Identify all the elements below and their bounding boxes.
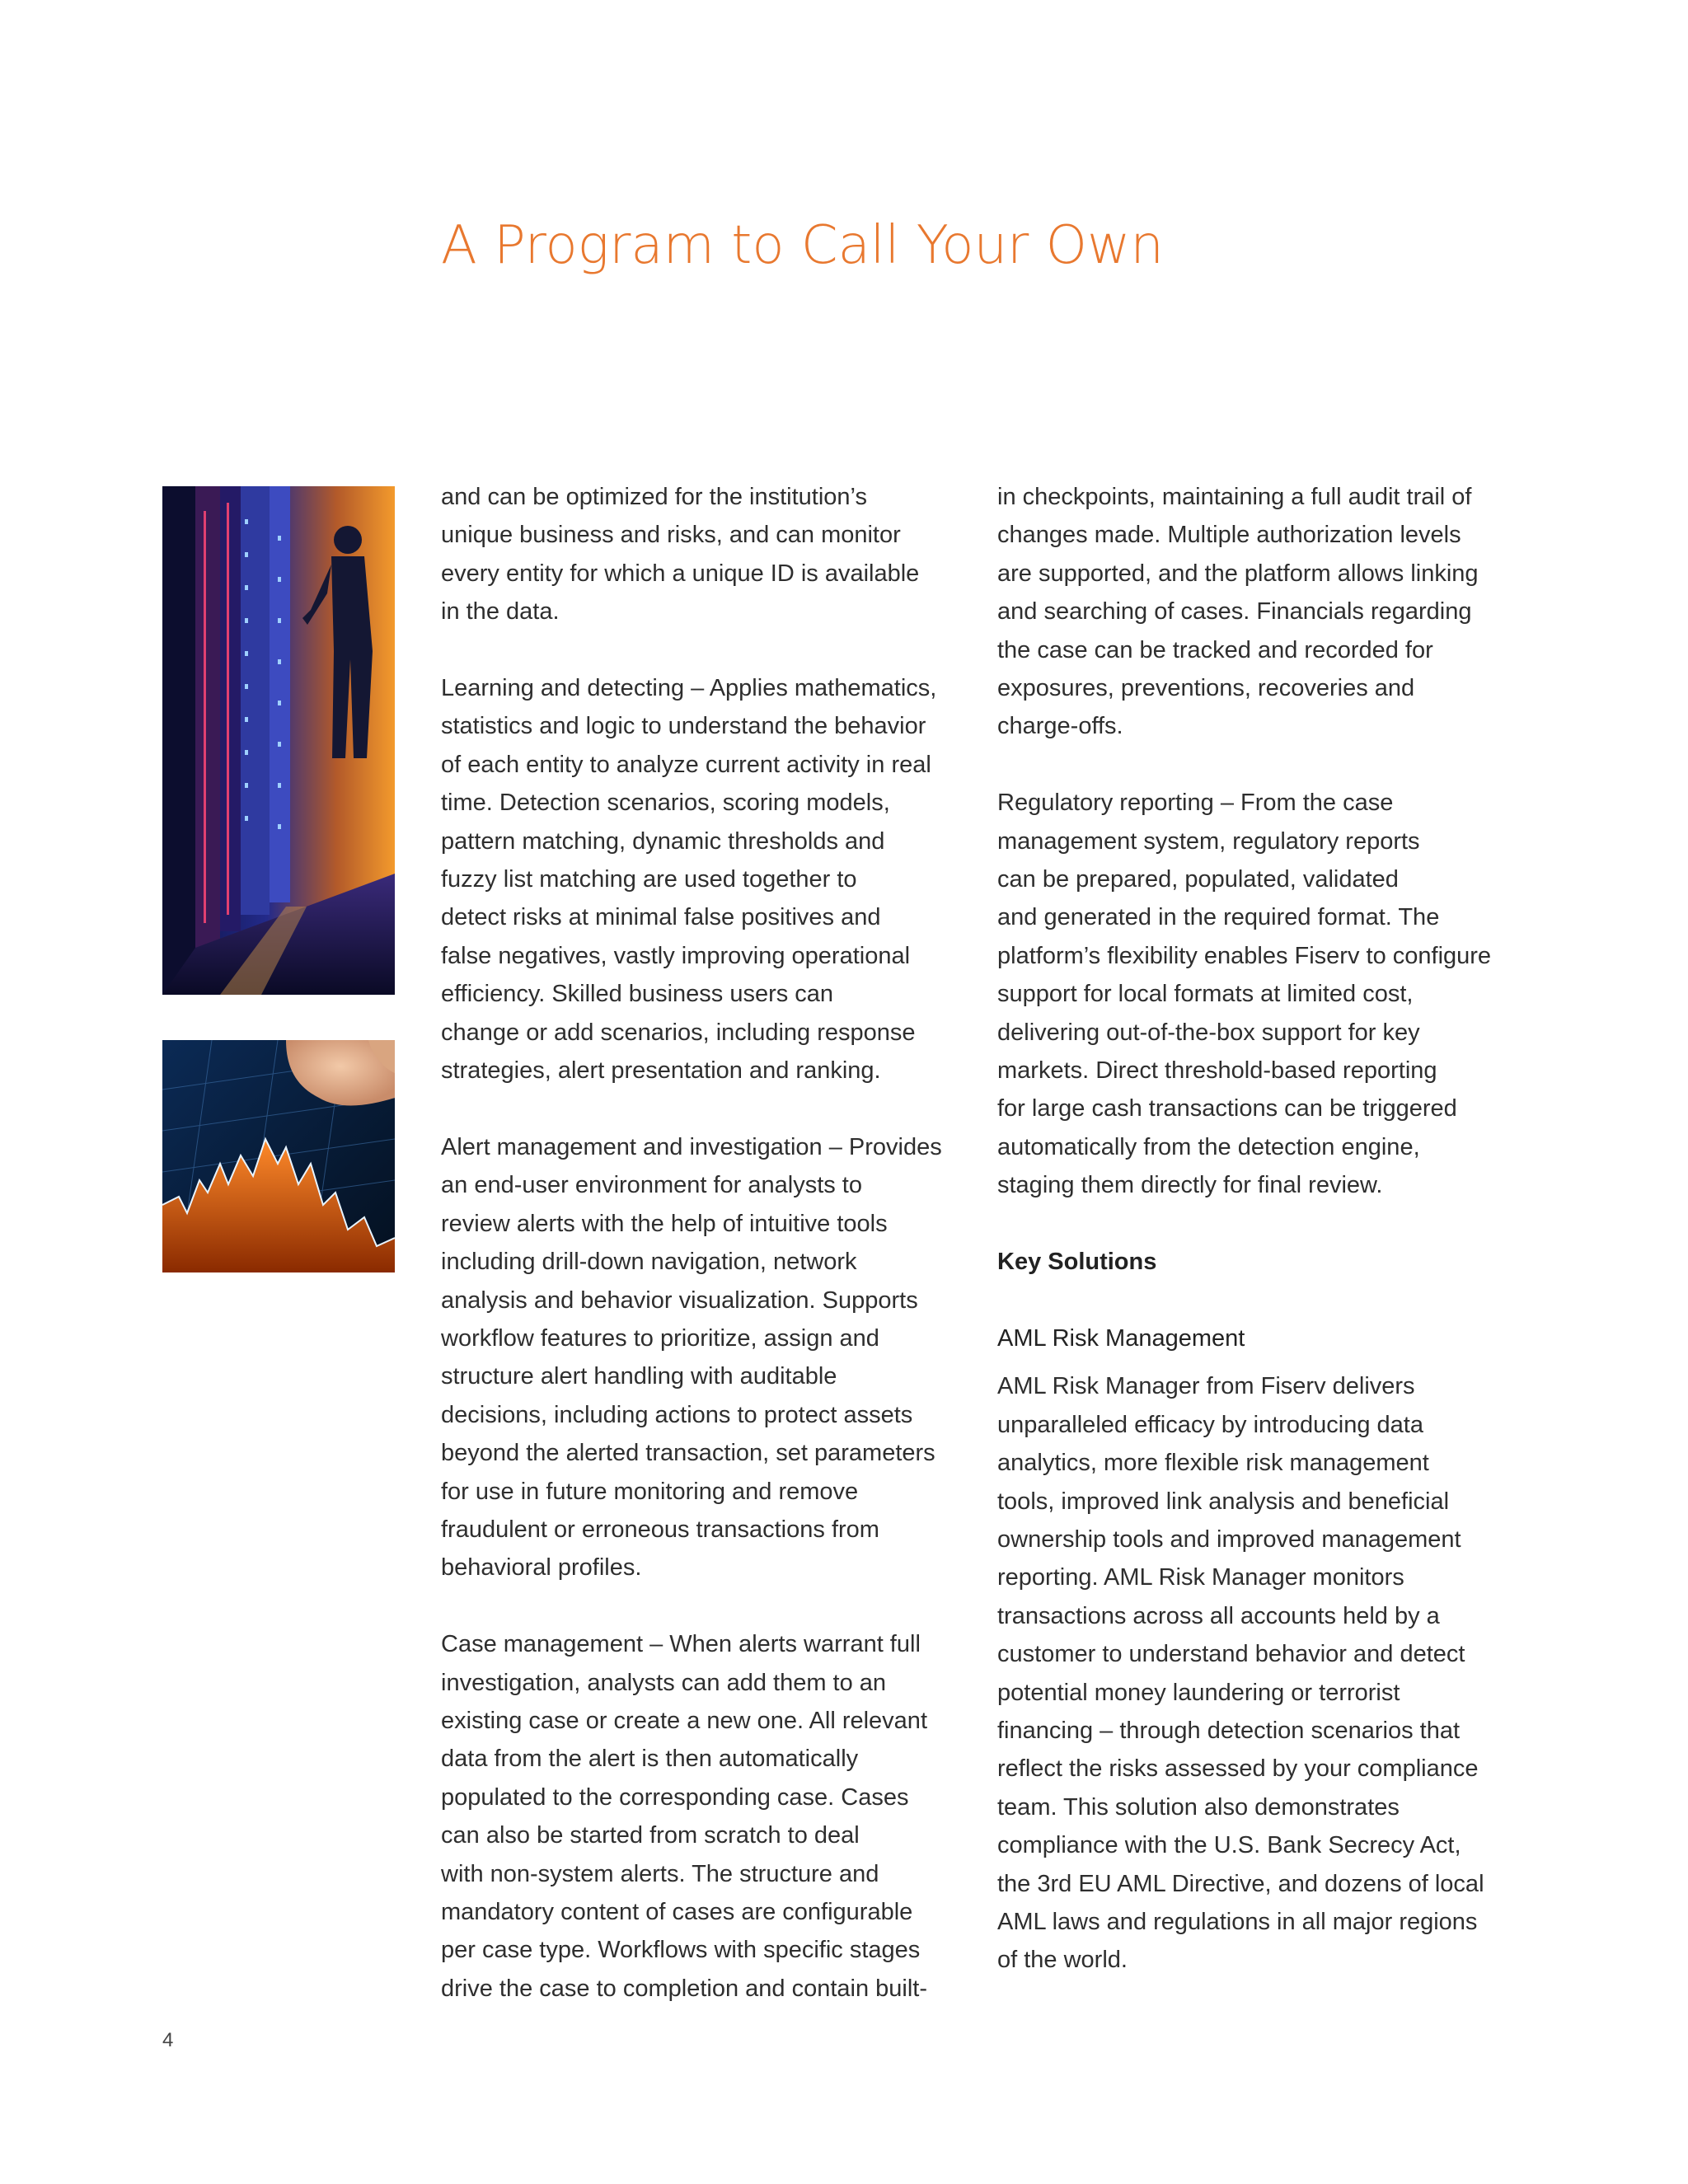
paragraph-learning-detecting: Learning and detecting – Applies mathematics, statistics and logic to understand the behavior of each entity to analyze current activity in real time. Detection scenarios, scoring models, pattern matching, dynamic thresholds and fuzzy list matching are used together to detect risks at minimal false positives and false negatives, vastly improving operational efficiency. Skilled business users can change or add scenarios, including response strategies, alert presentation and ranking.	[441, 675, 937, 1085]
paragraph-regulatory-reporting: Regulatory reporting – From the case management system, regulatory reports can be prepared, populated, validated and generated in the required format. The platform’s flexibility enables Fiserv to configure support for local formats at limited cost, delivering out-of-the-box support for key markets. Direct threshold-based reporting for large cash transactions can be triggered automatically from the detection engine, staging them directly for final review.	[997, 790, 1492, 1199]
right-column	[997, 478, 1525, 1980]
paragraph-aml-risk-manager: AML Risk Manager from Fiserv delivers unparalleled efficacy by introducing data analytics, more flexible risk management tools, improved link analysis and beneficial ownership tools and improved management reporting. AML Risk Manager monitors transactions across all accounts held by a customer to understand behavior and detect potential money laundering or terrorist financing – through detection scenarios that reflect the risks assessed by your compliance team. This solution also demonstrates compliance with the U.S. Bank Secrecy Act, the 3rd EU AML Directive, and dozens of local AML laws and regulations in all major regions of the world.	[997, 1373, 1484, 1974]
aml-risk-management-heading: AML Risk Management	[997, 1324, 1245, 1352]
paragraph-checkpoints: in checkpoints, maintaining a full audit trail of changes made. Multiple authorization levels are supported, and the platform allows linking and searching of cases. Financials regarding the case can be tracked and recorded for exposures, preventions, recoveries and charge-offs.	[997, 484, 1479, 740]
server-room-illustration	[162, 486, 395, 995]
paragraph-optimized-intro: and can be optimized for the institution’s unique business and risks, and can monitor every entity for which a unique ID is available in the data.	[441, 484, 920, 626]
page-number: 4	[162, 2029, 174, 2051]
server-room-photo	[162, 486, 395, 995]
paragraph-case-management: Case management – When alerts warrant full investigation, analysts can add them to an existing case or create a new one. All relevant data from the alert is then automatically populated to the corresponding case. Cases can also be started from scratch to deal with non-system alerts. The structure and mandatory content of cases are configurable per case type. Workflows with specific stages drive the case to completion and contain built-	[441, 1631, 928, 2002]
key-solutions-heading: Key Solutions	[997, 1249, 1157, 1276]
stock-chart-illustration	[162, 1040, 395, 1272]
paragraph-alert-management: Alert management and investigation – Provides an end-user environment for analysts to review alerts with the help of intuitive tools including drill-down navigation, network analysis and behavior visualization. Supports workflow features to prioritize, assign and structure alert handling with auditable decisions, including actions to protect assets beyond the alerted transaction, set parameters for use in future monitoring and remove fraudulent or erroneous transactions from behavioral profiles.	[441, 1133, 942, 1582]
page-title: A Program to Call Your Own	[441, 215, 1164, 276]
left-column	[441, 478, 952, 2008]
finance-chart-photo	[162, 1040, 395, 1272]
